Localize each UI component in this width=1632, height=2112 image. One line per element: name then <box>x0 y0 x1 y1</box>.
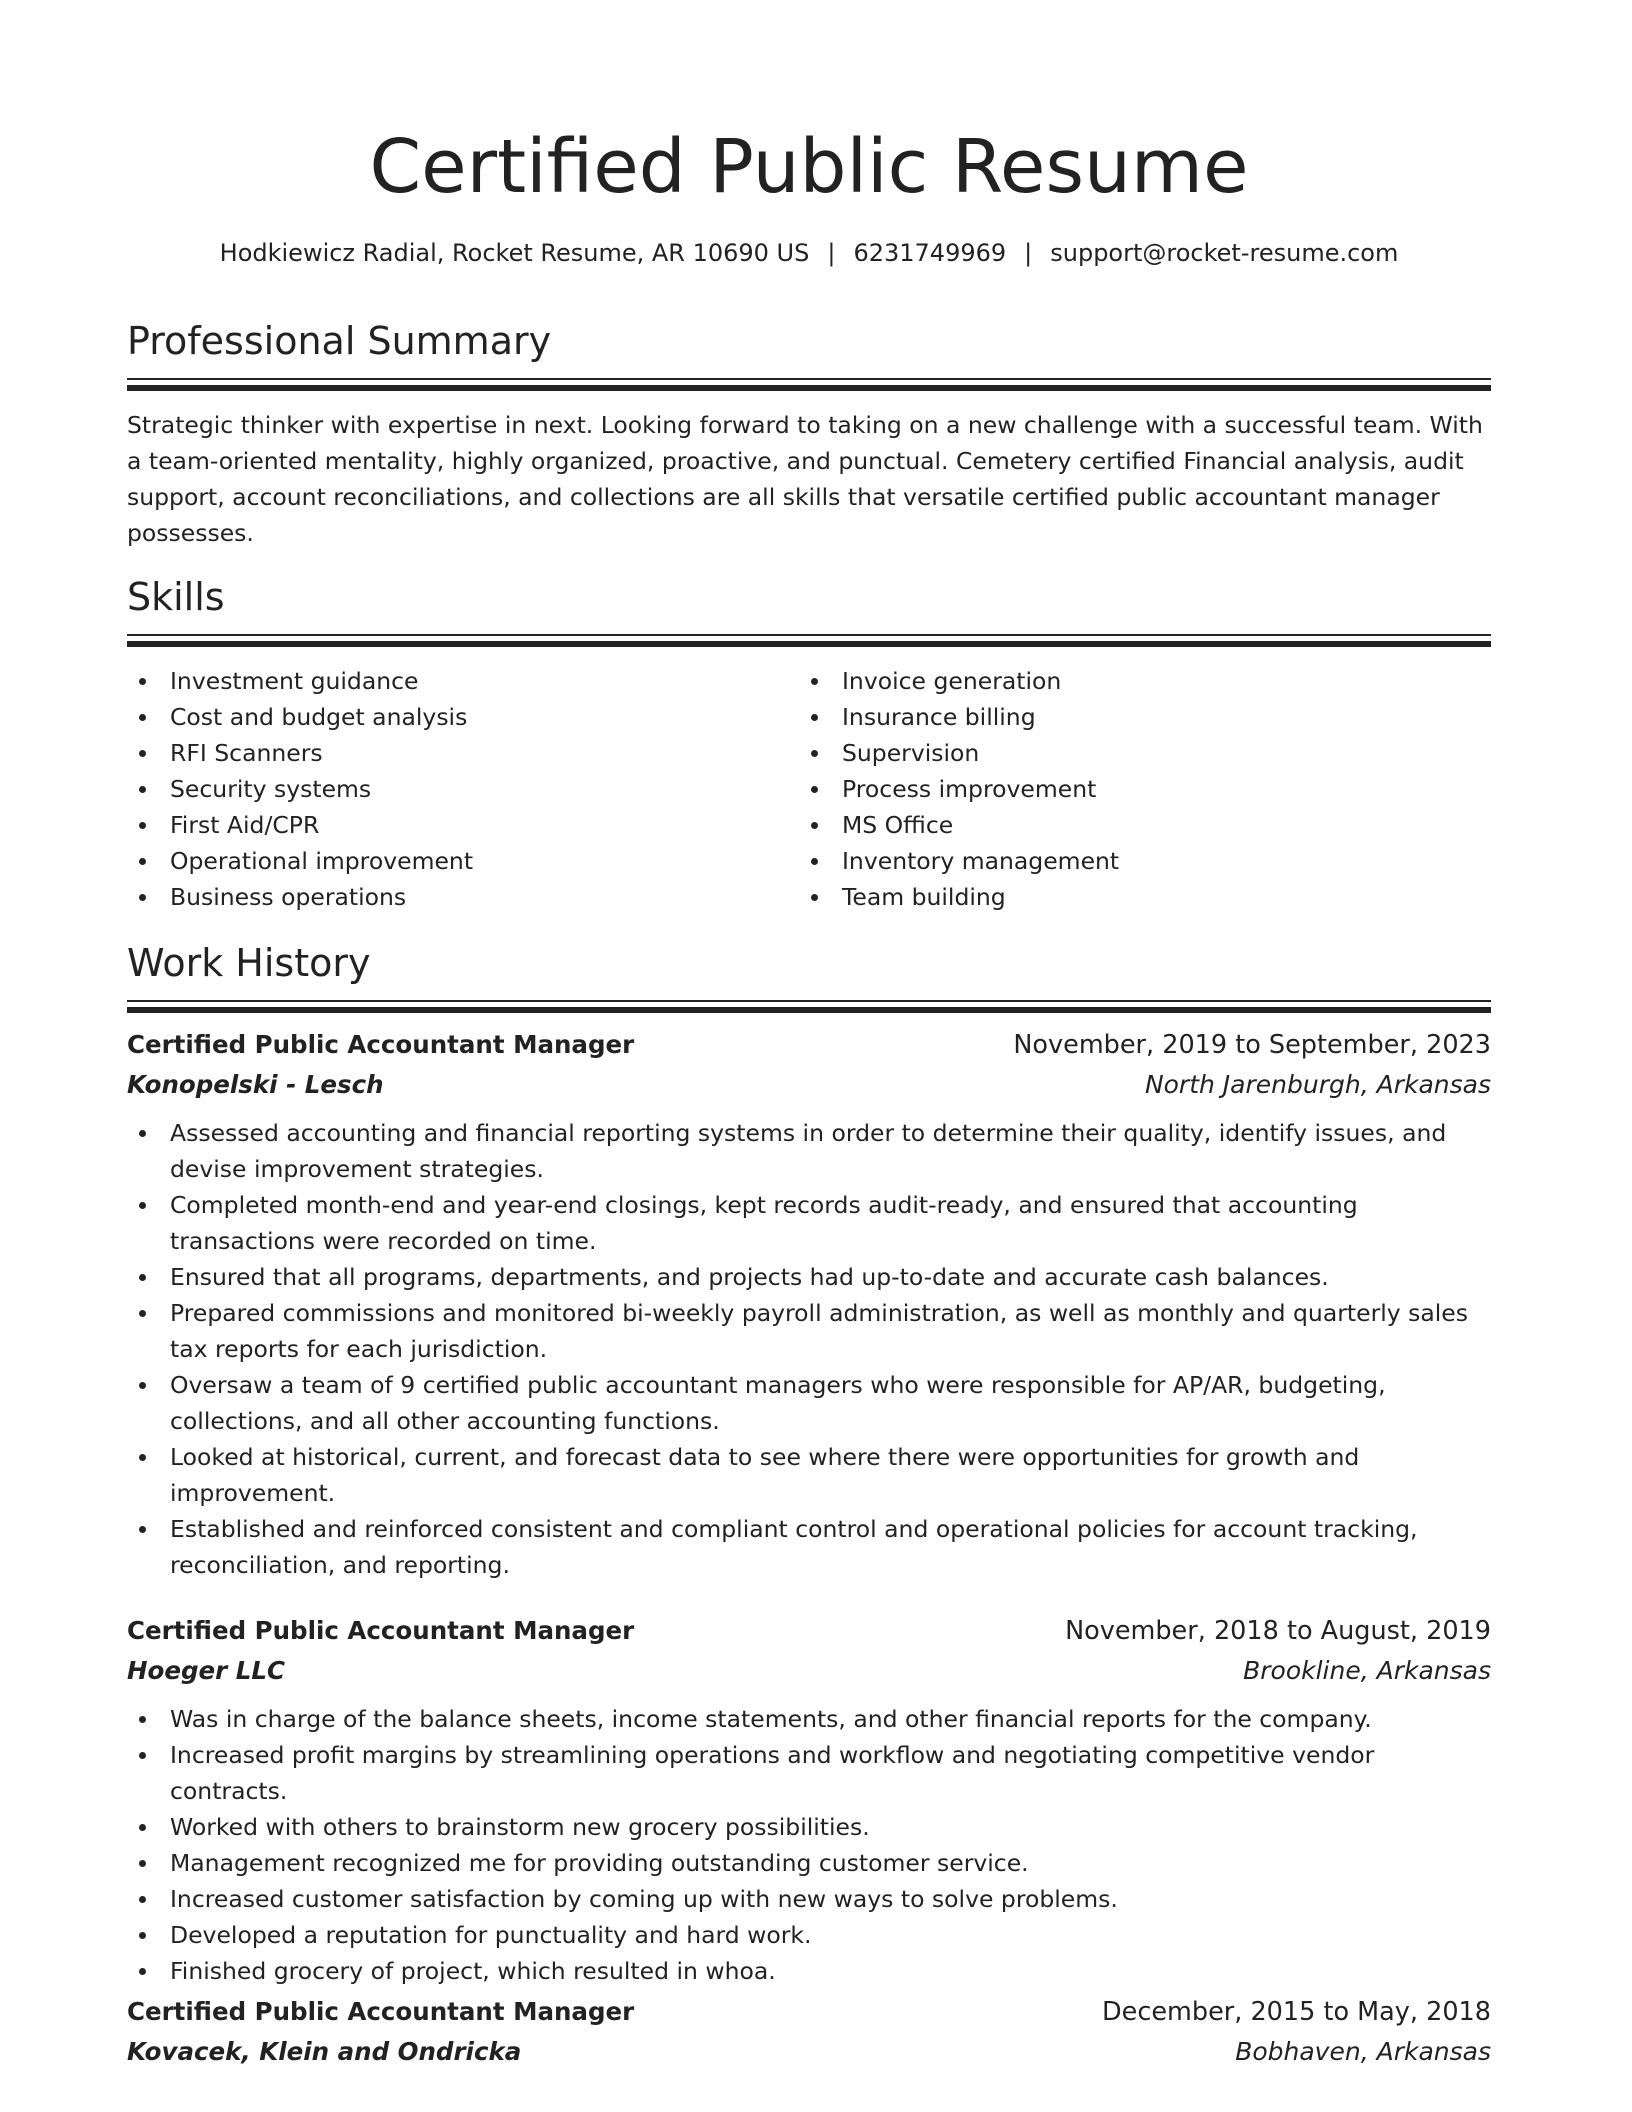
skill-item: Process improvement <box>799 771 1471 807</box>
job-company: Konopelski - Lesch <box>127 1070 384 1099</box>
job-bullet: Worked with others to brainstorm new grocery possibilities. <box>127 1809 1491 1845</box>
job-bullet: Developed a reputation for punctuality and hard work. <box>127 1917 1491 1953</box>
job-entry <box>127 1992 1491 2072</box>
skills-heading: Skills <box>127 575 225 619</box>
contact-email: support@rocket-resume.com <box>1050 239 1399 267</box>
skill-item: Cost and budget analysis <box>127 699 799 735</box>
job-location: North Jarenburgh, Arkansas <box>1144 1070 1491 1099</box>
job-company: Hoeger LLC <box>127 1656 285 1685</box>
skill-item: Insurance billing <box>799 699 1471 735</box>
resume-name: Certified Public Resume <box>369 124 1249 210</box>
job-bullet: Ensured that all programs, departments, and projects had up-to-date and accurate cash balances. <box>127 1259 1491 1295</box>
skill-item: Business operations <box>127 879 799 915</box>
skill-item: Inventory management <box>799 843 1471 879</box>
skill-item: Supervision <box>799 735 1471 771</box>
job-bullet: Assessed accounting and financial reporting systems in order to determine their quality, identify issues, and devise improvement strategies. <box>127 1115 1491 1187</box>
job-bullets <box>127 1701 1491 1989</box>
work-history-heading: Work History <box>127 941 371 985</box>
job-dates: November, 2018 to August, 2019 <box>1065 1616 1491 1646</box>
job-bullet: Oversaw a team of 9 certified public accountant managers who were responsible for AP/AR, budgeting, collections, and all other accounting functions. <box>127 1367 1491 1439</box>
job-entry <box>127 1025 1491 1583</box>
job-location: Brookline, Arkansas <box>1243 1656 1491 1685</box>
section-divider <box>127 634 1491 647</box>
contact-separator: | <box>827 239 836 267</box>
skill-item: MS Office <box>799 807 1471 843</box>
job-entry <box>127 1611 1491 1989</box>
summary-section <box>127 316 1491 551</box>
job-bullet: Increased profit margins by streamlining operations and workflow and negotiating competitive vendor contracts. <box>127 1737 1491 1809</box>
job-bullet: Established and reinforced consistent and compliant control and operational policies for account tracking, reconciliation, and reporting. <box>127 1511 1491 1583</box>
skills-section <box>127 572 1491 915</box>
skill-item: Operational improvement <box>127 843 799 879</box>
resume-page <box>127 0 1491 2066</box>
job-title: Certified Public Accountant Manager <box>127 1997 635 2026</box>
job-bullet: Increased customer satisfaction by coming up with new ways to solve problems. <box>127 1881 1491 1917</box>
skill-item: Investment guidance <box>127 663 799 699</box>
section-divider <box>127 378 1491 391</box>
skill-item: Team building <box>799 879 1471 915</box>
skills-column-left <box>127 663 799 915</box>
skill-item: Invoice generation <box>799 663 1471 699</box>
skills-list <box>127 663 1491 915</box>
job-title: Certified Public Accountant Manager <box>127 1030 635 1059</box>
work-history-section <box>127 938 1491 1989</box>
skills-column-right <box>799 663 1471 915</box>
contact-address: Hodkiewicz Radial, Rocket Resume, AR 10690 US <box>219 239 810 267</box>
job-bullets <box>127 1115 1491 1583</box>
job-bullet: Was in charge of the balance sheets, income statements, and other financial reports for the company. <box>127 1701 1491 1737</box>
contact-separator: | <box>1024 239 1033 267</box>
job-bullet: Looked at historical, current, and forecast data to see where there were opportunities for growth and improvement. <box>127 1439 1491 1511</box>
job-company: Kovacek, Klein and Ondricka <box>127 2037 522 2066</box>
job-location: Bobhaven, Arkansas <box>1235 2037 1491 2066</box>
skill-item: Security systems <box>127 771 799 807</box>
summary-heading: Professional Summary <box>127 319 552 363</box>
job-bullet: Finished grocery of project, which resulted in whoa. <box>127 1953 1491 1989</box>
job-bullet: Prepared commissions and monitored bi-weekly payroll administration, as well as monthly and quarterly sales tax reports for each jurisdiction. <box>127 1295 1491 1367</box>
contact-line <box>127 236 1491 270</box>
summary-text: Strategic thinker with expertise in next. Looking forward to taking on a new challenge with a successful team. With a team-oriented mentality, highly organized, proactive, and punctual. Cemetery certified Financial analysis, audit support, account reconciliations, and collections are all skills that versatile certified public accountant manager possesses. <box>127 411 1483 547</box>
skill-item: RFI Scanners <box>127 735 799 771</box>
job-bullet: Management recognized me for providing outstanding customer service. <box>127 1845 1491 1881</box>
contact-phone: 6231749969 <box>853 239 1007 267</box>
skill-item: First Aid/CPR <box>127 807 799 843</box>
section-divider <box>127 1000 1491 1013</box>
job-title: Certified Public Accountant Manager <box>127 1616 635 1645</box>
job-dates: December, 2015 to May, 2018 <box>1102 1997 1491 2027</box>
job-dates: November, 2019 to September, 2023 <box>1013 1030 1491 1060</box>
job-bullet: Completed month-end and year-end closings, kept records audit-ready, and ensured that accounting transactions were recorded on time. <box>127 1187 1491 1259</box>
